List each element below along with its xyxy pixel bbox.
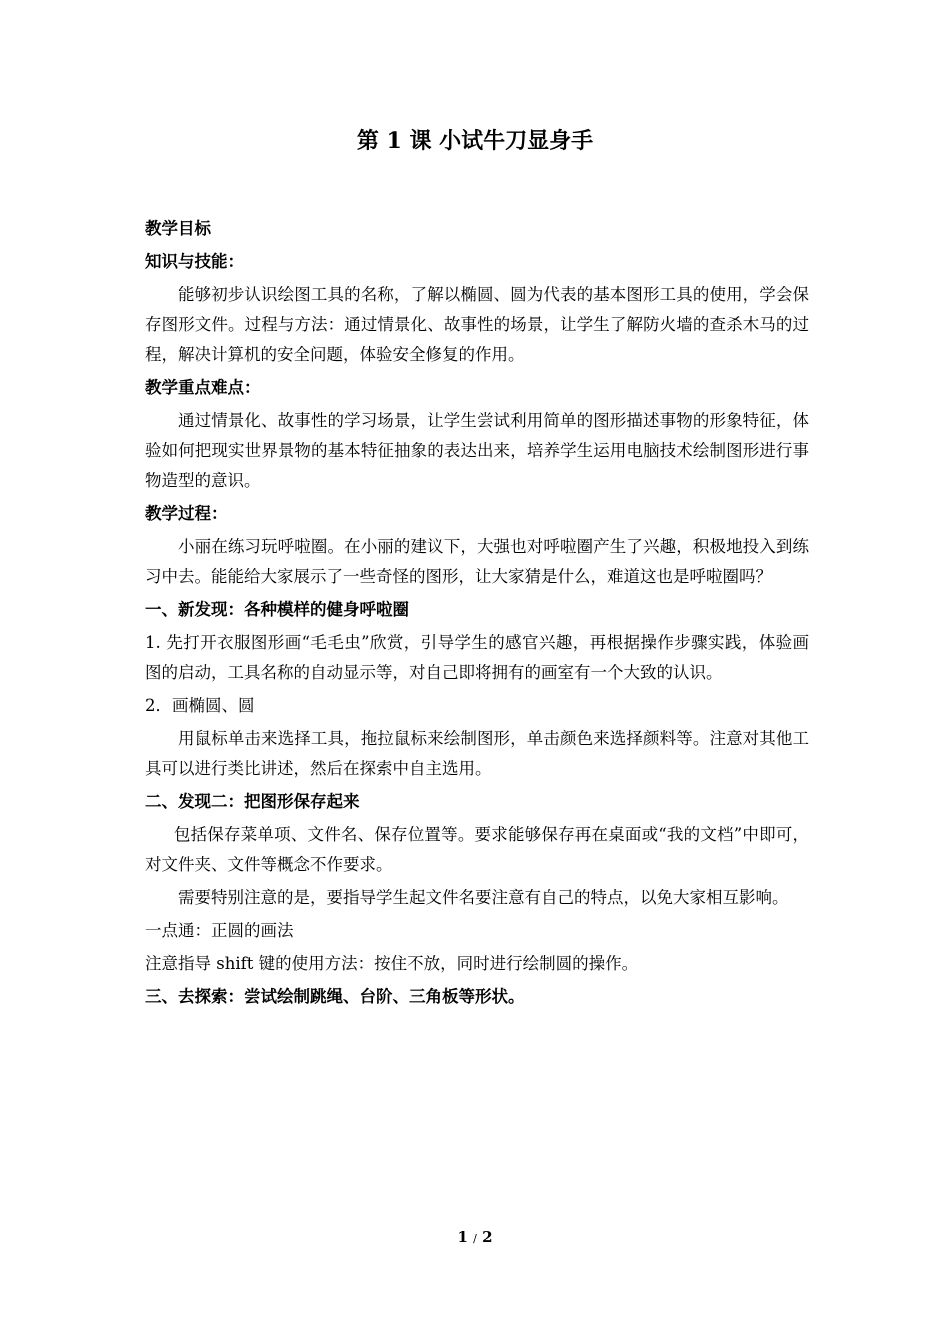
part2-paragraph-2: 需要特别注意的是，要指导学生起文件名要注意有自己的特点，以免大家相互影响。: [178, 888, 789, 907]
goal-heading: 教学目标: [145, 219, 211, 238]
page-current: 1: [457, 1228, 468, 1246]
part2-heading: 二、发现二：把图形保存起来: [145, 792, 360, 811]
tip-heading: 一点通：正圆的画法: [145, 921, 294, 940]
part1-heading: 一、新发现：各种模样的健身呼啦圈: [145, 600, 409, 619]
page-title: 第 1 课 小试牛刀显身手: [356, 128, 594, 154]
page-separator: /: [473, 1232, 477, 1245]
tip-paragraph: 注意指导 shift 键的使用方法：按住不放，同时进行绘制圆的操作。: [145, 954, 639, 973]
page-number: [0, 1228, 950, 1246]
knowledge-heading: 知识与技能：: [145, 252, 244, 271]
part1-item2: 2．画椭圆、圆: [145, 696, 255, 715]
page-total: 2: [482, 1228, 493, 1246]
document-body: [145, 214, 809, 1015]
keypoints-paragraph: 通过情景化、故事性的学习场景，让学生尝试利用简单的图形描述事物的形象特征，体验如何把现实世界景物的基本特征抽象的表达出来，培养学生运用电脑技术绘制图形进行事物造型的意识。: [145, 411, 809, 490]
process-heading: 教学过程：: [145, 504, 228, 523]
part1-item2-paragraph: 用鼠标单击来选择工具，拖拉鼠标来绘制图形，单击颜色来选择颜料等。注意对其他工具可以进行类比讲述，然后在探索中自主选用。: [145, 729, 809, 778]
knowledge-paragraph: 能够初步认识绘图工具的名称，了解以椭圆、圆为代表的基本图形工具的使用，学会保存图形文件。过程与方法：通过情景化、故事性的场景，让学生了解防火墙的查杀木马的过程，解决计算机的安全问题，体验安全修复的作用。: [145, 285, 809, 364]
part3-heading: 三、去探索：尝试绘制跳绳、台阶、三角板等形状。: [145, 987, 525, 1006]
process-paragraph: 小丽在练习玩呼啦圈。在小丽的建议下，大强也对呼啦圈产生了兴趣，积极地投入到练习中去。能能给大家展示了一些奇怪的图形，让大家猜是什么，难道这也是呼啦圈吗？: [145, 537, 809, 586]
part2-paragraph-1: 包括保存菜单项、文件名、保存位置等。要求能够保存再在桌面或“我的文档”中即可，对文件夹、文件等概念不作要求。: [145, 825, 809, 874]
part1-item1: 1. 先打开衣服图形画“毛毛虫”欣赏，引导学生的感官兴趣，再根据操作步骤实践，体验画图的启动，工具名称的自动显示等，对自己即将拥有的画室有一个大致的认识。: [145, 633, 809, 682]
keypoints-heading: 教学重点难点：: [145, 378, 261, 397]
